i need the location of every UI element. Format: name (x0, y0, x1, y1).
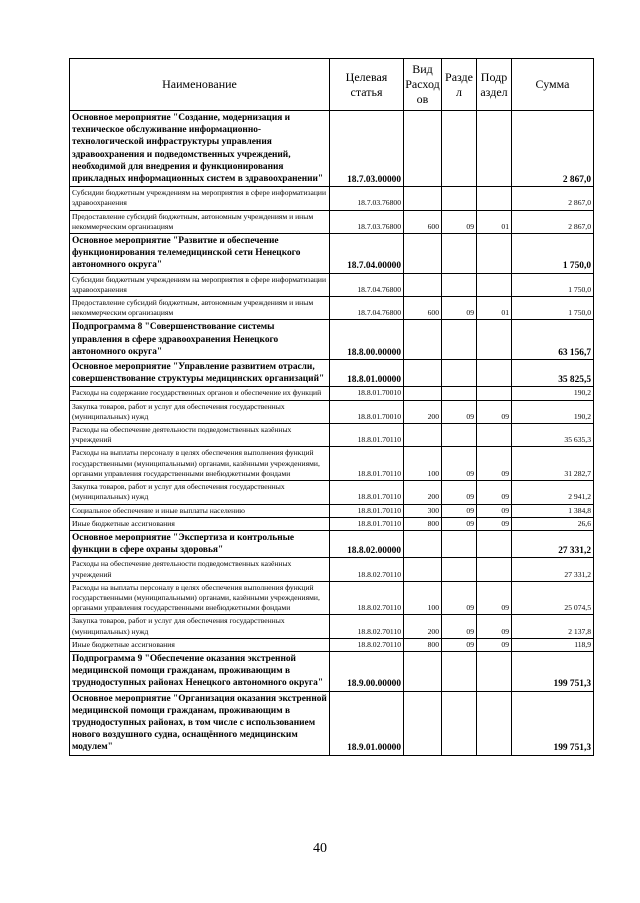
table-row (70, 210, 594, 233)
page-number: 40 (313, 841, 327, 856)
row-target-cell: 18.8.00.00000 (330, 320, 404, 360)
row-name-cell: Закупка товаров, работ и услуг для обеспечения государственных (муниципальных) нужд (70, 615, 330, 638)
row-target-cell: 18.8.01.70110 (330, 447, 404, 481)
row-sum-cell: 2 867,0 (512, 210, 594, 233)
row-expense-type-cell (404, 691, 442, 755)
row-expense-type-cell: 200 (404, 615, 442, 638)
row-section-cell: 09 (442, 581, 477, 615)
row-name-cell: Подпрограмма 9 "Обеспечение оказания экстренной медицинской помощи гражданам, проживающим в труднодоступных районах Ненецкого автономного округа" (70, 651, 330, 691)
row-sum-cell: 2 867,0 (512, 187, 594, 210)
row-expense-type-cell: 600 (404, 210, 442, 233)
row-expense-type-cell (404, 424, 442, 447)
table-row (70, 615, 594, 638)
table-row (70, 651, 594, 691)
row-target-cell: 18.8.02.70110 (330, 615, 404, 638)
table-row (70, 360, 594, 387)
row-sum-cell: 190,2 (512, 387, 594, 400)
row-target-cell: 18.7.03.76800 (330, 210, 404, 233)
row-sum-cell: 190,2 (512, 400, 594, 423)
row-sum-cell: 63 156,7 (512, 320, 594, 360)
row-subsection-cell: 09 (477, 400, 512, 423)
row-subsection-cell: 09 (477, 447, 512, 481)
header-name: Наименование (70, 59, 330, 111)
row-sum-cell: 25 074,5 (512, 581, 594, 615)
row-name-cell: Иные бюджетные ассигнования (70, 638, 330, 651)
row-section-cell: 09 (442, 297, 477, 320)
row-subsection-cell: 09 (477, 638, 512, 651)
row-target-cell: 18.7.04.76800 (330, 273, 404, 296)
row-subsection-cell (477, 234, 512, 274)
row-subsection-cell (477, 691, 512, 755)
row-expense-type-cell: 100 (404, 447, 442, 481)
table-row (70, 517, 594, 530)
row-expense-type-cell (404, 387, 442, 400)
row-subsection-cell: 09 (477, 615, 512, 638)
row-subsection-cell (477, 424, 512, 447)
row-section-cell (442, 234, 477, 274)
row-section-cell (442, 424, 477, 447)
table-row (70, 581, 594, 615)
table-body (70, 111, 594, 756)
row-sum-cell: 2 137,8 (512, 615, 594, 638)
row-expense-type-cell: 800 (404, 638, 442, 651)
table-row (70, 111, 594, 187)
table-header-row (70, 59, 594, 111)
row-subsection-cell: 09 (477, 517, 512, 530)
row-section-cell: 09 (442, 504, 477, 517)
row-expense-type-cell (404, 651, 442, 691)
row-name-cell: Субсидии бюджетным учреждениям на мероприятия в сфере информатизации здравоохранения (70, 187, 330, 210)
row-sum-cell: 27 331,2 (512, 530, 594, 557)
header-target: Целевая статья (330, 59, 404, 111)
row-target-cell: 18.8.01.00000 (330, 360, 404, 387)
table-row (70, 691, 594, 755)
row-target-cell: 18.8.01.70010 (330, 400, 404, 423)
row-name-cell: Предоставление субсидий бюджетным, автономным учреждениям и иным некоммерческим организациям (70, 210, 330, 233)
row-expense-type-cell (404, 111, 442, 187)
row-subsection-cell (477, 651, 512, 691)
row-name-cell: Закупка товаров, работ и услуг для обеспечения государственных (муниципальных) нужд (70, 481, 330, 504)
row-section-cell (442, 558, 477, 581)
row-name-cell: Социальное обеспечение и иные выплаты населению (70, 504, 330, 517)
row-expense-type-cell (404, 234, 442, 274)
row-section-cell: 09 (442, 481, 477, 504)
table-row (70, 297, 594, 320)
table-row (70, 234, 594, 274)
row-target-cell: 18.8.01.70010 (330, 387, 404, 400)
row-sum-cell: 26,6 (512, 517, 594, 530)
row-name-cell: Иные бюджетные ассигнования (70, 517, 330, 530)
row-name-cell: Расходы на выплаты персоналу в целях обеспечения выполнения функций государственными (муниципальными) органами, казёнными учреждениями, органами управления государственными внебюджетными фондами (70, 447, 330, 481)
row-expense-type-cell (404, 273, 442, 296)
table-row (70, 558, 594, 581)
row-target-cell: 18.9.01.00000 (330, 691, 404, 755)
header-section: Разде л (442, 59, 477, 111)
row-sum-cell: 31 282,7 (512, 447, 594, 481)
row-subsection-cell: 09 (477, 504, 512, 517)
row-target-cell: 18.8.02.00000 (330, 530, 404, 557)
row-sum-cell: 1 384,8 (512, 504, 594, 517)
row-expense-type-cell (404, 530, 442, 557)
row-target-cell: 18.8.02.70110 (330, 638, 404, 651)
row-name-cell: Предоставление субсидий бюджетным, автономным учреждениям и иным некоммерческим организациям (70, 297, 330, 320)
row-target-cell: 18.8.01.70110 (330, 481, 404, 504)
table-row (70, 400, 594, 423)
row-section-cell: 09 (442, 447, 477, 481)
row-subsection-cell (477, 273, 512, 296)
row-subsection-cell (477, 320, 512, 360)
header-subsection: Подр аздел (477, 59, 512, 111)
table-row (70, 530, 594, 557)
row-target-cell: 18.8.01.70110 (330, 424, 404, 447)
table-row (70, 387, 594, 400)
row-sum-cell: 1 750,0 (512, 273, 594, 296)
row-subsection-cell: 01 (477, 297, 512, 320)
table-row (70, 447, 594, 481)
row-name-cell: Субсидии бюджетным учреждениям на мероприятия в сфере информатизации здравоохранения (70, 273, 330, 296)
row-target-cell: 18.7.03.76800 (330, 187, 404, 210)
table-row (70, 481, 594, 504)
row-subsection-cell: 09 (477, 581, 512, 615)
row-target-cell: 18.7.04.76800 (330, 297, 404, 320)
row-target-cell: 18.7.03.00000 (330, 111, 404, 187)
row-expense-type-cell (404, 558, 442, 581)
row-name-cell: Основное мероприятие "Управление развитием отрасли, совершенствование структуры медицинских организаций" (70, 360, 330, 387)
table-row (70, 424, 594, 447)
row-name-cell: Основное мероприятие "Создание, модернизация и техническое обслуживание информационно-технологической инфраструктуры управления здравоохранения и подведомственных учреждений, необходимой для внедрения и функционирования прикладных информационных систем в здравоохранении" (70, 111, 330, 187)
row-target-cell: 18.9.00.00000 (330, 651, 404, 691)
row-section-cell (442, 187, 477, 210)
row-expense-type-cell: 200 (404, 400, 442, 423)
row-name-cell: Расходы на обеспечение деятельности подведомственных казённых учреждений (70, 424, 330, 447)
row-section-cell: 09 (442, 638, 477, 651)
row-subsection-cell (477, 360, 512, 387)
row-subsection-cell: 09 (477, 481, 512, 504)
row-section-cell (442, 691, 477, 755)
row-sum-cell: 35 825,5 (512, 360, 594, 387)
row-section-cell: 09 (442, 517, 477, 530)
row-sum-cell: 1 750,0 (512, 234, 594, 274)
row-name-cell: Основное мероприятие "Экспертиза и контрольные функции в сфере охраны здоровья" (70, 530, 330, 557)
row-section-cell (442, 360, 477, 387)
row-target-cell: 18.8.01.70110 (330, 517, 404, 530)
row-expense-type-cell: 800 (404, 517, 442, 530)
table-row (70, 273, 594, 296)
row-expense-type-cell: 100 (404, 581, 442, 615)
row-subsection-cell (477, 530, 512, 557)
row-target-cell: 18.8.01.70110 (330, 504, 404, 517)
row-name-cell: Основное мероприятие "Развитие и обеспечение функционирования телемедицинской сети Ненецкого автономного округа" (70, 234, 330, 274)
row-section-cell: 09 (442, 615, 477, 638)
table-row (70, 638, 594, 651)
row-target-cell: 18.8.02.70110 (330, 581, 404, 615)
row-name-cell: Расходы на выплаты персоналу в целях обеспечения выполнения функций государственными (муниципальными) органами, казёнными учреждениями, органами управления государственными внебюджетными фондами (70, 581, 330, 615)
row-sum-cell: 118,9 (512, 638, 594, 651)
row-section-cell (442, 273, 477, 296)
row-sum-cell: 199 751,3 (512, 651, 594, 691)
row-expense-type-cell: 300 (404, 504, 442, 517)
row-expense-type-cell (404, 187, 442, 210)
row-sum-cell: 1 750,0 (512, 297, 594, 320)
row-target-cell: 18.7.04.00000 (330, 234, 404, 274)
row-subsection-cell: 01 (477, 210, 512, 233)
row-target-cell: 18.8.02.70110 (330, 558, 404, 581)
row-section-cell: 09 (442, 210, 477, 233)
row-section-cell (442, 387, 477, 400)
row-expense-type-cell: 200 (404, 481, 442, 504)
row-sum-cell: 35 635,3 (512, 424, 594, 447)
row-sum-cell: 199 751,3 (512, 691, 594, 755)
row-subsection-cell (477, 558, 512, 581)
row-sum-cell: 2 941,2 (512, 481, 594, 504)
table-row (70, 320, 594, 360)
row-name-cell: Расходы на содержание государственных органов и обеспечение их функций (70, 387, 330, 400)
budget-table (69, 58, 594, 756)
row-subsection-cell (477, 387, 512, 400)
row-section-cell (442, 320, 477, 360)
row-section-cell (442, 651, 477, 691)
row-expense-type-cell (404, 360, 442, 387)
row-subsection-cell (477, 187, 512, 210)
row-expense-type-cell: 600 (404, 297, 442, 320)
table-row (70, 504, 594, 517)
row-sum-cell: 27 331,2 (512, 558, 594, 581)
row-name-cell: Расходы на обеспечение деятельности подведомственных казённых учреждений (70, 558, 330, 581)
row-sum-cell: 2 867,0 (512, 111, 594, 187)
row-section-cell (442, 111, 477, 187)
row-name-cell: Подпрограмма 8 "Совершенствование системы управления в сфере здравоохранения Ненецкого автономного округа" (70, 320, 330, 360)
header-sum: Сумма (512, 59, 594, 111)
row-section-cell (442, 530, 477, 557)
row-expense-type-cell (404, 320, 442, 360)
table-row (70, 187, 594, 210)
row-name-cell: Закупка товаров, работ и услуг для обеспечения государственных (муниципальных) нужд (70, 400, 330, 423)
row-section-cell: 09 (442, 400, 477, 423)
header-expense-type: Вид Расход ов (404, 59, 442, 111)
row-name-cell: Основное мероприятие "Организация оказания экстренной медицинской помощи гражданам, проживающим в труднодоступных районах, в том числе с использованием нового воздушного судна, оснащённого медицинским модулем" (70, 691, 330, 755)
row-subsection-cell (477, 111, 512, 187)
